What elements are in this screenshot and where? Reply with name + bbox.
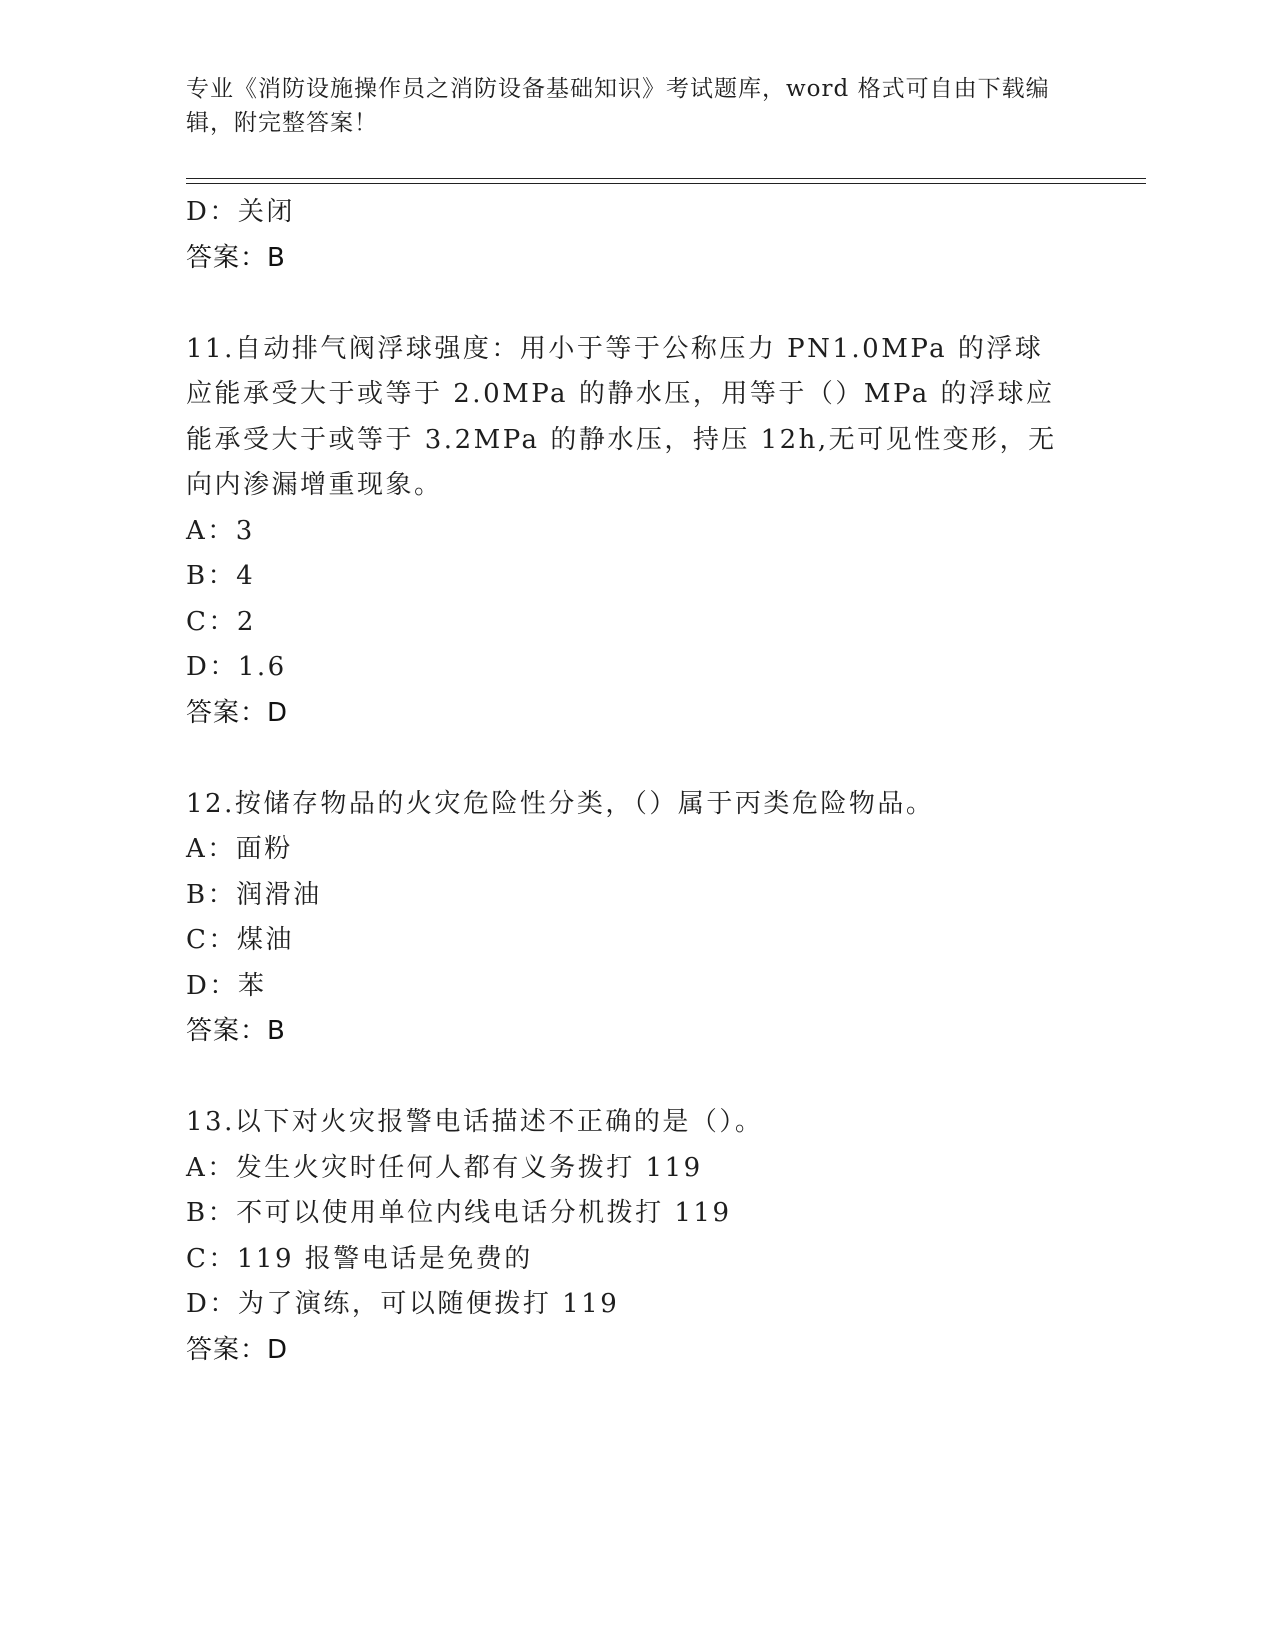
question-stem: 12.按储存物品的火灾危险性分类，（）属于丙类危险物品。	[186, 788, 935, 819]
option-b: B：不可以使用单位内线电话分机拨打 119	[186, 1198, 732, 1228]
prev-option-d: D：关闭	[186, 197, 295, 227]
question-13	[186, 1100, 1086, 1373]
question-stem: 11.自动排气阀浮球强度：用小于等于公称压力 PN1.0MPa 的浮球应能承受大于或等于 2.0MPa 的静水压，用等于（）MPa 的浮球应能承受大于或等于 3.2MPa 的静水压，持压 12h,无可见性变形，无向内渗漏增重现象。	[186, 333, 1057, 500]
spacer	[186, 736, 1086, 782]
prev-answer: 答案：B	[186, 242, 286, 273]
option-d: D：1.6	[186, 652, 287, 682]
answer: 答案：D	[186, 697, 289, 728]
spacer	[186, 1055, 1086, 1101]
option-a: A：发生火灾时任何人都有义务拨打 119	[186, 1152, 703, 1183]
header-rule-bottom	[186, 183, 1146, 184]
option-c: C：煤油	[186, 925, 294, 955]
option-c: C：119 报警电话是免费的	[186, 1243, 533, 1274]
question-11	[186, 327, 1086, 737]
option-a: A：面粉	[186, 834, 293, 864]
question-stem: 13.以下对火灾报警电话描述不正确的是（）。	[186, 1107, 764, 1137]
answer: 答案：D	[186, 1334, 289, 1365]
question-12	[186, 782, 1086, 1055]
header-rule-top	[186, 178, 1146, 179]
option-d: D：为了演练，可以随便拨打 119	[186, 1289, 620, 1319]
option-a: A：3	[186, 515, 255, 546]
option-b: B：润滑油	[186, 879, 322, 910]
option-c: C：2	[186, 606, 256, 637]
header-note: 专业《消防设施操作员之消防设备基础知识》考试题库，word 格式可自由下载编辑，附完整答案！	[186, 76, 1050, 136]
answer: 答案：B	[186, 1016, 286, 1046]
question-content	[186, 190, 1086, 1373]
spacer	[186, 281, 1086, 327]
option-d: D：苯	[186, 970, 267, 1001]
option-b: B：4	[186, 561, 256, 591]
